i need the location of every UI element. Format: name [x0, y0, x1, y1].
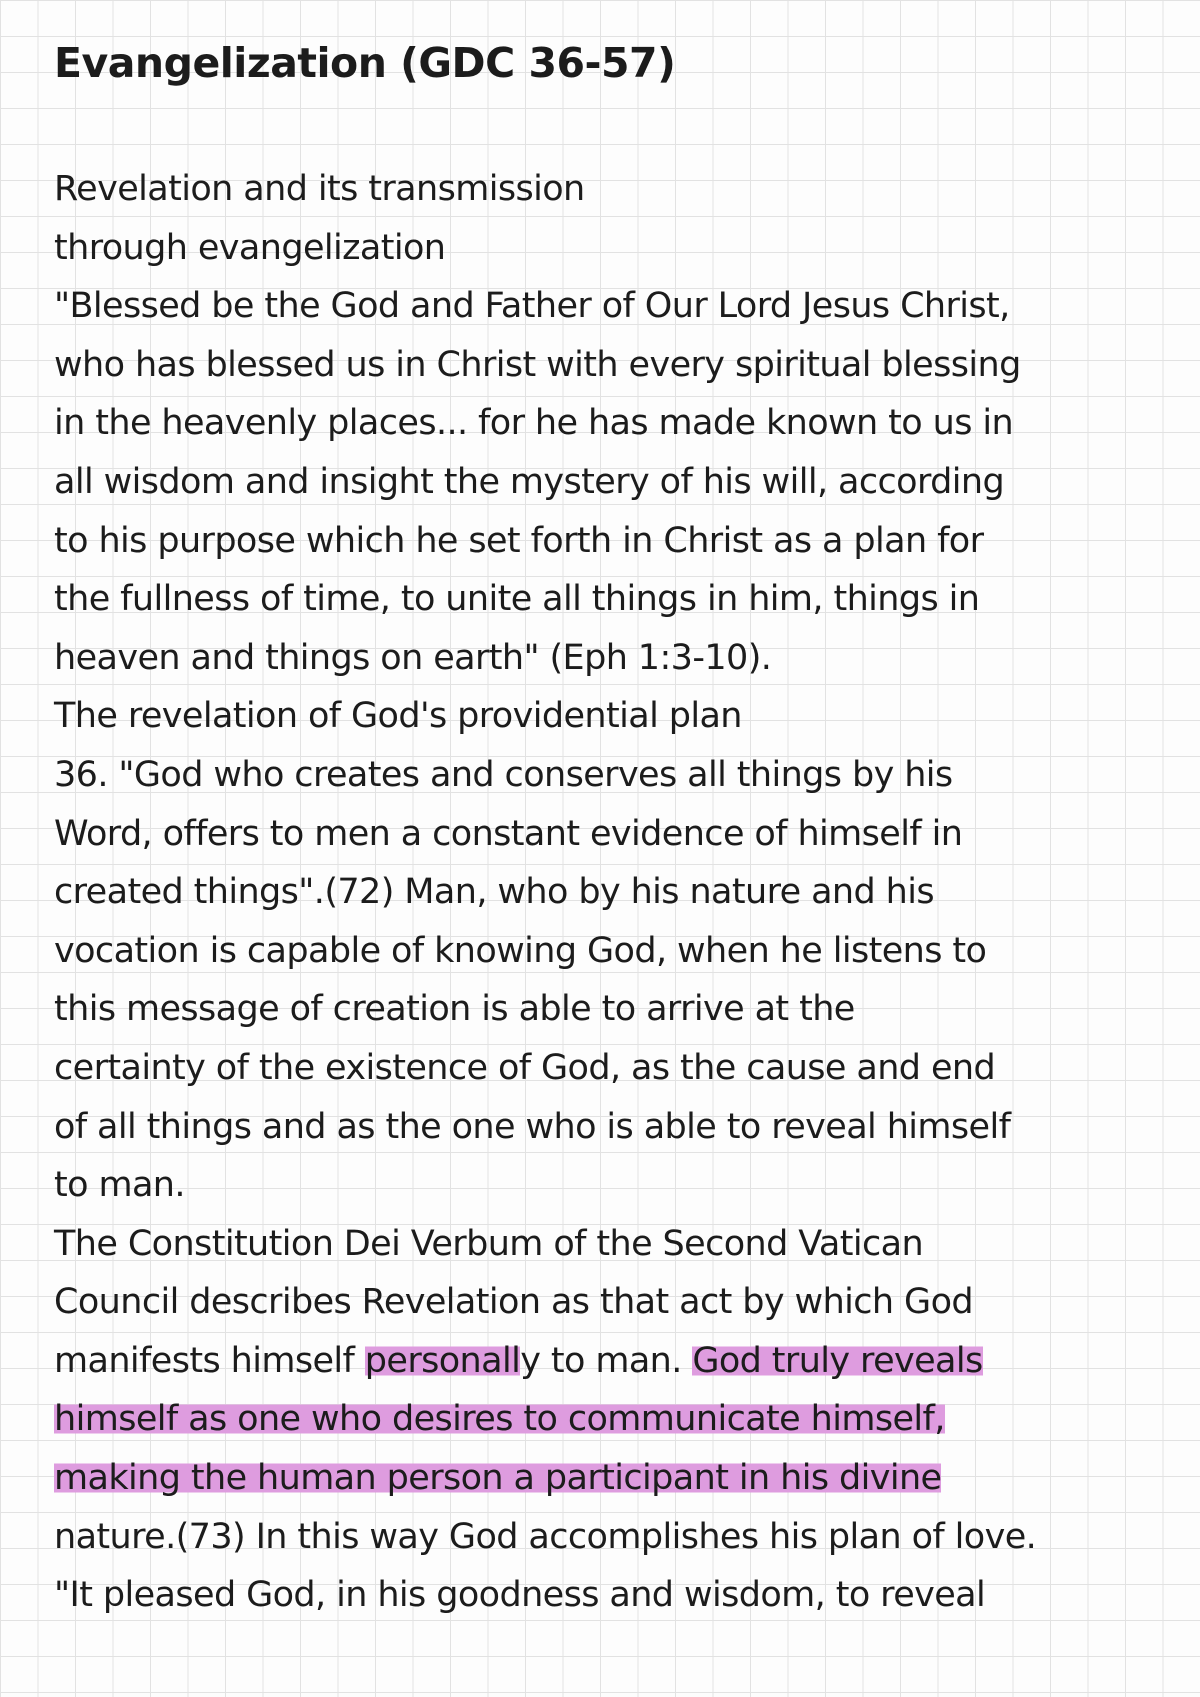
- text-segment: all wisdom and insight the mystery of his will, according: [54, 461, 1005, 502]
- text-line: [54, 453, 1174, 512]
- text-line: [54, 863, 1174, 922]
- text-segment: who has blessed us in Christ with every spiritual blessing: [54, 344, 1021, 385]
- text-line: [54, 160, 1174, 219]
- text-segment: through evangelization: [54, 227, 446, 268]
- text-line: [54, 512, 1174, 571]
- text-segment: Revelation and its transmission: [54, 169, 585, 209]
- highlighted-text: himself as one who desires to communicate himself,: [54, 1399, 945, 1440]
- text-line: [54, 1039, 1174, 1098]
- text-line: [54, 1449, 1174, 1508]
- text-segment: created things".(72) Man, who by his nature and his: [54, 872, 934, 913]
- text-line: [54, 1098, 1174, 1157]
- text-segment: this message of creation is able to arrive at the: [54, 989, 855, 1030]
- text-line: [54, 1215, 1174, 1274]
- text-segment: to his purpose which he set forth in Christ as a plan for: [54, 520, 984, 561]
- text-line: [54, 1273, 1174, 1332]
- text-segment: 36. "God who creates and conserves all things by his: [54, 754, 953, 795]
- text-segment: Word, offers to men a constant evidence of himself in: [54, 813, 963, 854]
- text-segment: The revelation of God's providential plan: [54, 696, 742, 737]
- text-segment: manifests himself: [54, 1340, 365, 1381]
- text-line: [54, 394, 1174, 453]
- highlighted-text: God truly reveals: [692, 1340, 983, 1381]
- text-segment: "It pleased God, in his goodness and wisdom, to reveal: [54, 1575, 986, 1616]
- text-segment: of all things and as the one who is able to reveal himself: [54, 1106, 1011, 1147]
- text-segment: nature.(73) In this way God accomplishes his plan of love.: [54, 1516, 1037, 1557]
- text-line: [54, 570, 1174, 629]
- text-segment: "Blessed be the God and Father of Our Lord Jesus Christ,: [54, 286, 1010, 327]
- text-segment: The Constitution Dei Verbum of the Second Vatican: [54, 1223, 924, 1264]
- text-segment: to man.: [54, 1165, 185, 1206]
- text-line: [54, 746, 1174, 805]
- note-body: [54, 160, 1174, 1625]
- text-line: [54, 1566, 1174, 1625]
- text-line: [54, 1332, 1174, 1391]
- text-line: [54, 219, 1174, 278]
- text-line: [54, 629, 1174, 688]
- text-segment: y to man.: [520, 1340, 693, 1381]
- text-segment: heaven and things on earth" (Eph 1:3-10).: [54, 637, 772, 678]
- text-line: [54, 687, 1174, 746]
- text-line: [54, 805, 1174, 864]
- highlighted-text: personall: [364, 1340, 521, 1381]
- highlighted-text: making the human person a participant in his divine: [54, 1458, 942, 1499]
- text-segment: the fullness of time, to unite all things in him, things in: [54, 579, 980, 620]
- text-line: [54, 980, 1174, 1039]
- text-line: [54, 336, 1174, 395]
- text-segment: Council describes Revelation as that act by which God: [54, 1282, 973, 1323]
- text-line: [54, 277, 1174, 336]
- text-segment: vocation is capable of knowing God, when he listens to: [54, 930, 987, 971]
- text-line: [54, 1508, 1174, 1567]
- text-line: [54, 922, 1174, 981]
- text-line: [54, 1390, 1174, 1449]
- text-segment: certainty of the existence of God, as the cause and end: [54, 1047, 996, 1088]
- page-title: Evangelization (GDC 36-57): [54, 39, 676, 87]
- text-segment: in the heavenly places... for he has made known to us in: [54, 403, 1014, 444]
- text-line: [54, 1156, 1174, 1215]
